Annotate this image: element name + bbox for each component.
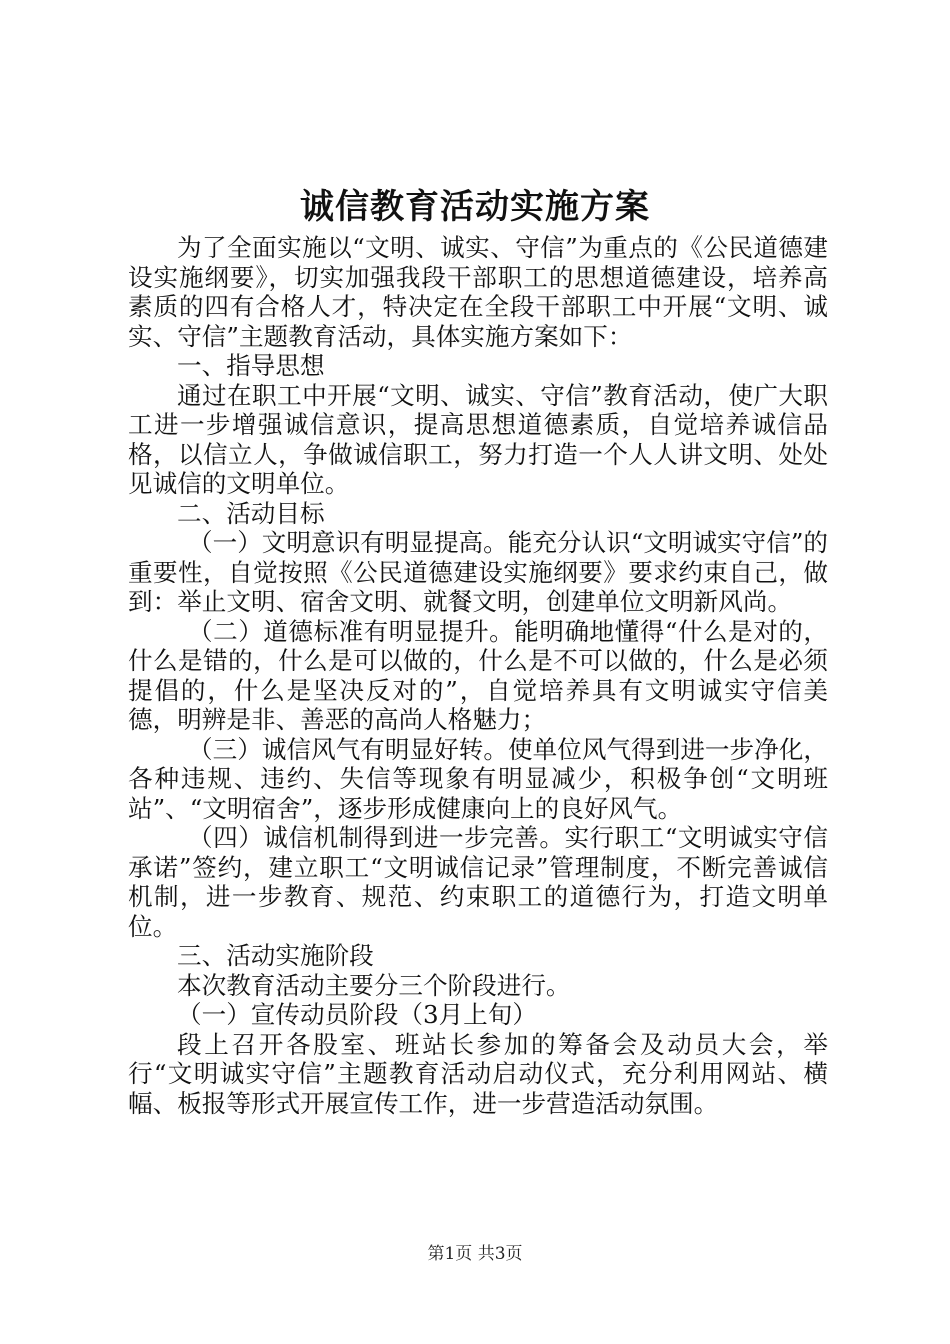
goal-paragraph-4: （四）诚信机制得到进一步完善。实行职工“文明诚实守信承诺”签约，建立职工“文明诚信记录”管理制度，不断完善诚信机制，进一步教育、规范、约束职工的道德行为，打造文明单位。 <box>128 823 828 941</box>
intro-paragraph: 为了全面实施以“文明、诚实、守信”为重点的《公民道德建设实施纲要》，切实加强我段干部职工的思想道德建设，培养高素质的四有合格人才，特决定在全段干部职工中开展“文明、诚实、守信”主题教育活动，具体实施方案如下： <box>128 233 828 351</box>
publicity-paragraph: 段上召开各股室、班站长参加的筹备会及动员大会，举行“文明诚实守信”主题教育活动启动仪式，充分利用网站、横幅、板报等形式开展宣传工作，进一步营造活动氛围。 <box>128 1029 828 1118</box>
page-number-footer: 第1页 共3页 <box>427 1244 523 1264</box>
section-heading-activity-goals: 二、活动目标 <box>177 498 325 528</box>
document-body <box>128 233 828 1118</box>
document-title: 诚信教育活动实施方案 <box>300 187 650 227</box>
goal-paragraph-1: （一）文明意识有明显提高。能充分认识“文明诚实守信”的重要性，自觉按照《公民道德建设实施纲要》要求约束自己，做到：举止文明、宿舍文明、就餐文明，创建单位文明新风尚。 <box>128 528 828 616</box>
section-heading-implementation-stages: 三、活动实施阶段 <box>177 941 374 970</box>
goal-paragraph-2: （二）道德标准有明显提升。能明确地懂得“什么是对的，什么是错的，什么是可以做的，什么是不可以做的，什么是必须提倡的，什么是坚决反对的”，自觉培养具有文明诚实守信美德，明辨是非、善恶的高尚人格魅力； <box>128 616 828 734</box>
guiding-thought-paragraph: 通过在职工中开展“文明、诚实、守信”教育活动，使广大职工进一步增强诚信意识，提高思想道德素质，自觉培养诚信品格，以信立人，争做诚信职工，努力打造一个人人讲文明、处处见诚信的文明单位。 <box>128 380 828 498</box>
stages-intro-paragraph: 本次教育活动主要分三个阶段进行。 <box>177 970 571 1000</box>
section-heading-guiding-thought: 一、指导思想 <box>177 351 325 380</box>
goal-paragraph-3: （三）诚信风气有明显好转。使单位风气得到进一步净化，各种违规、违约、失信等现象有明显减少，积极争创“文明班站”、“文明宿舍”，逐步形成健康向上的良好风气。 <box>128 734 828 823</box>
stage-heading-publicity: （一）宣传动员阶段（3月上旬） <box>177 1000 537 1029</box>
